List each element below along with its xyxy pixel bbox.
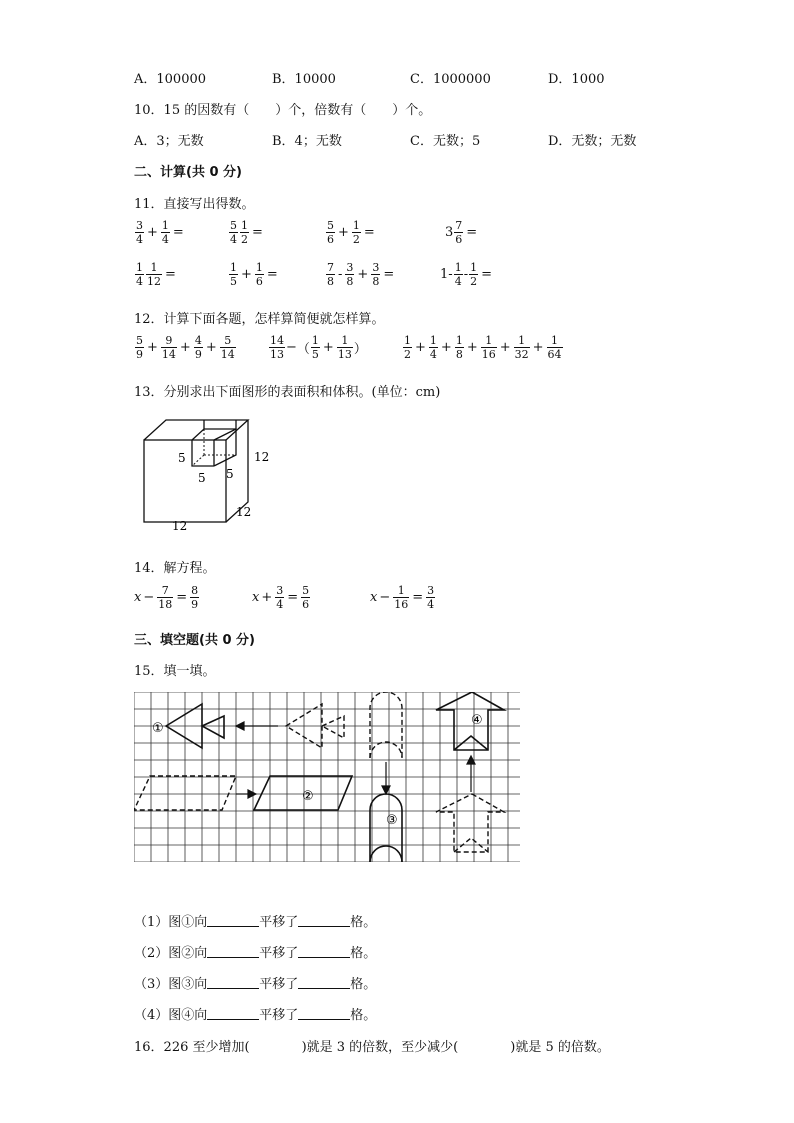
q15-marker-4: ④: [471, 713, 483, 728]
q15-blank-1b[interactable]: [298, 914, 350, 927]
q14-stem: 14．解方程。: [134, 561, 216, 576]
q14-equation-1: x − $\frac{7}{18}$ = $\frac{8}{9}$: [134, 584, 199, 611]
q10-option-b: B．4；无数: [272, 134, 342, 149]
q15-line-1: （1）图①向 平移了 格。: [134, 915, 377, 930]
q15-grid-figure: [134, 692, 522, 862]
q11-expr-8: 1 - $\frac{1}{4}$ - $\frac{1}{2}$ =: [440, 261, 492, 288]
q15-stem: 15．填一填。: [134, 664, 216, 679]
q13-stem: 13．分别求出下面图形的表面积和体积。(单位：cm): [134, 385, 441, 400]
q15-line-2: （2）图②向 平移了 格。: [134, 946, 377, 961]
section-3-heading: 三、填空题(共 0 分): [134, 633, 255, 648]
q12-stem: 12．计算下面各题，怎样算简便就怎样算。: [134, 312, 385, 327]
q11-expr-3: $\frac{5}{6}$ + $\frac{1}{2}$ =: [327, 219, 375, 246]
q16-line: 16．226 至少增加( )就是 3 的倍数，至少减少( )就是 5 的倍数。: [134, 1040, 610, 1055]
q11-expr-1: $\frac{3}{4}$ + $\frac{1}{4}$ =: [136, 219, 184, 246]
q10-option-d: D．无数；无数: [548, 134, 637, 149]
q13-cube-figure: [134, 408, 284, 538]
q13-label-b: 5: [198, 471, 206, 485]
q15-blank-4b[interactable]: [298, 1007, 350, 1020]
q9-option-b: B．10000: [272, 72, 336, 87]
q11-stem: 11．直接写出得数。: [134, 197, 255, 212]
q10-option-c: C．无数；5: [410, 134, 481, 149]
q11-expr-6: $\frac{1}{5}$ + $\frac{1}{6}$ =: [230, 261, 278, 288]
q10-option-a: A．3；无数: [134, 134, 204, 149]
q12-expr-2: $\frac{14}{13}$ − （ $\frac{1}{5}$ + $\frac{1}{13}$ ）: [270, 334, 367, 361]
q14-equation-3: x − $\frac{1}{16}$ = $\frac{3}{4}$: [370, 584, 435, 611]
q12-expr-1: $\frac{5}{9}$ + $\frac{9}{14}$ + $\frac{4}{9}$ + $\frac{5}{14}$: [136, 334, 235, 361]
section-2-heading: 二、计算(共 0 分): [134, 165, 242, 180]
q10-stem: 10．15 的因数有（ ）个，倍数有（ ）个。: [134, 103, 432, 118]
q15-marker-2: ②: [302, 789, 314, 804]
q15-blank-1a[interactable]: [207, 914, 259, 927]
q13-label-d: 12: [254, 450, 270, 464]
q11-expr-5: $\frac{1}{4}$ $\frac{1}{12}$ =: [136, 261, 176, 288]
q12-expr-3: $\frac{1}{2}$ + $\frac{1}{4}$ + $\frac{1}{8}$ + $\frac{1}{16}$ + $\frac{1}{32}$ + $\frac{1}{64}$: [404, 334, 562, 361]
q15-blank-3a[interactable]: [207, 976, 259, 989]
q15-blank-3b[interactable]: [298, 976, 350, 989]
q9-option-d: D．1000: [548, 72, 605, 87]
q15-marker-3: ③: [386, 813, 398, 828]
q11-expr-2: $\frac{5}{4}$ $\frac{1}{2}$ =: [230, 219, 263, 246]
q15-blank-2b[interactable]: [298, 945, 350, 958]
q13-label-a: 5: [178, 451, 186, 465]
q15-blank-4a[interactable]: [207, 1007, 259, 1020]
q11-expr-4: 3 $\frac{7}{6}$ =: [445, 219, 478, 246]
q15-line-4: （4）图④向 平移了 格。: [134, 1008, 377, 1023]
q15-line-3: （3）图③向 平移了 格。: [134, 977, 377, 992]
q9-option-c: C．1000000: [410, 72, 491, 87]
q15-blank-2a[interactable]: [207, 945, 259, 958]
q14-equation-2: x + $\frac{3}{4}$ = $\frac{5}{6}$: [252, 584, 310, 611]
q15-marker-1: ①: [152, 721, 164, 736]
q13-label-f: 12: [172, 519, 188, 533]
q13-label-e: 12: [236, 505, 252, 519]
q11-expr-7: $\frac{7}{8}$ - $\frac{3}{8}$ + $\frac{3}{8}$ =: [327, 261, 395, 288]
q13-label-c: 5: [226, 467, 234, 481]
q9-option-a: A．100000: [134, 72, 207, 87]
